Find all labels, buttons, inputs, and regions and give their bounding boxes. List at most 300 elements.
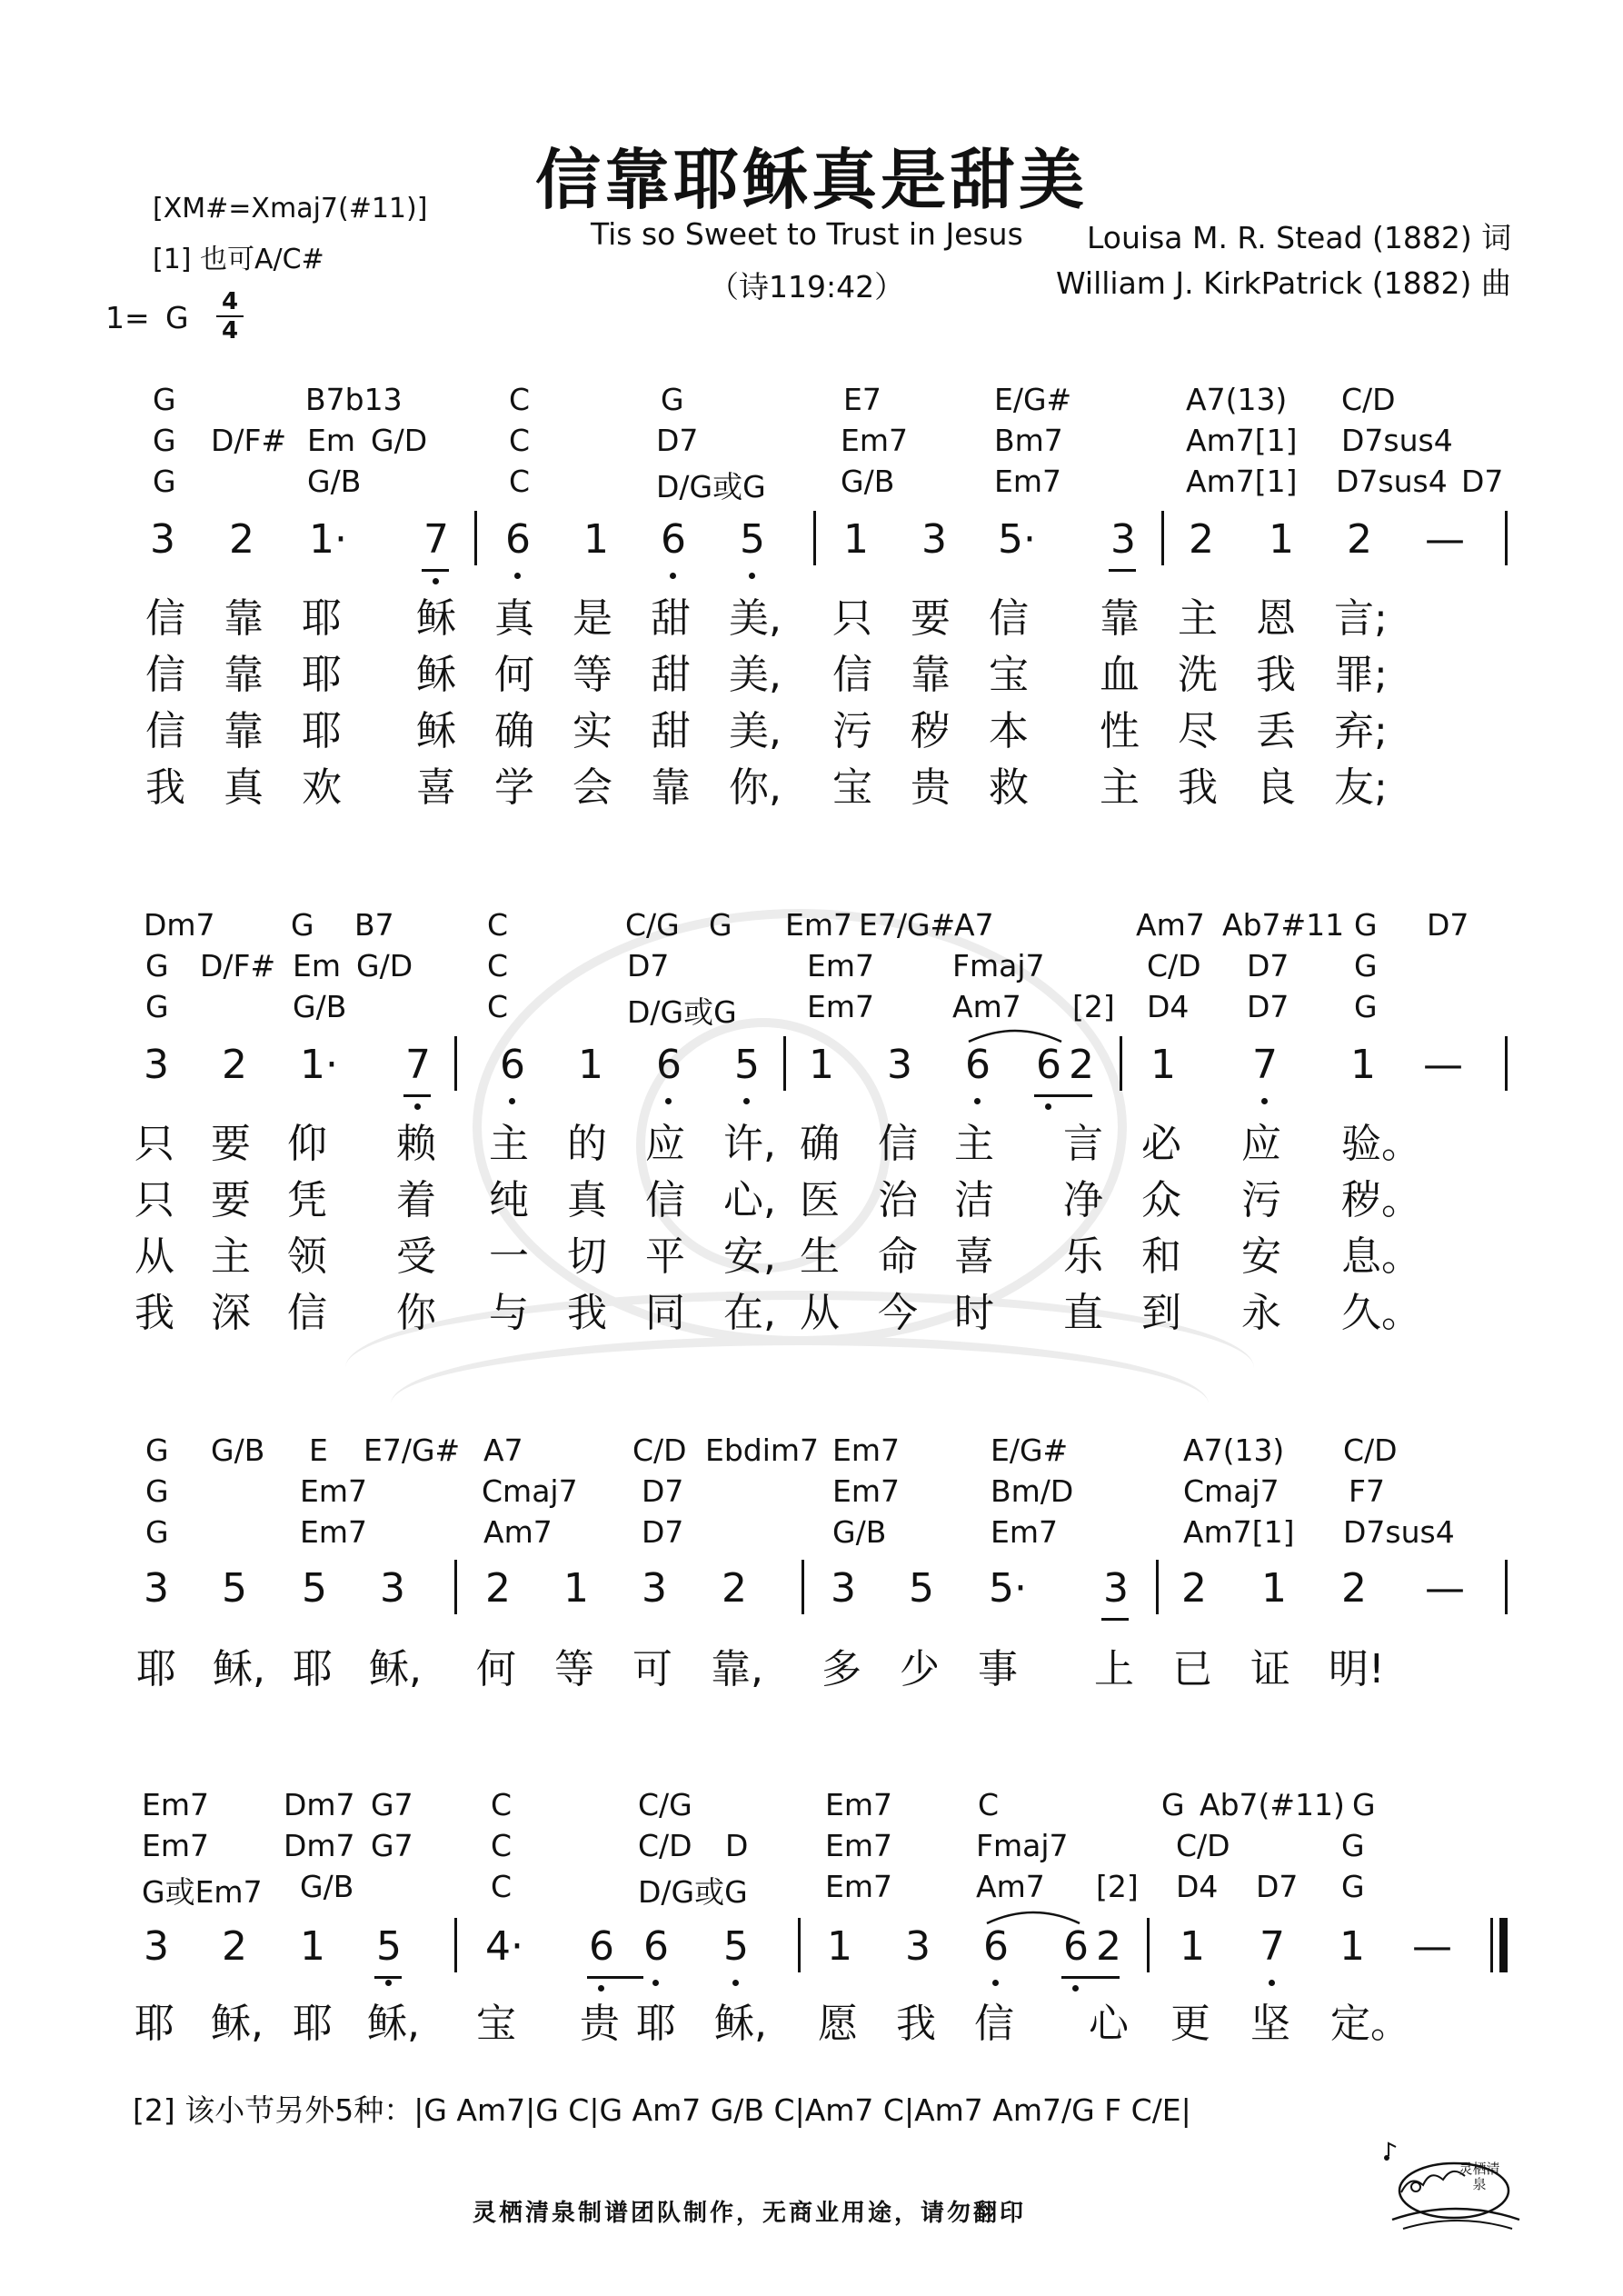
chord-symbol: Am7	[1136, 907, 1205, 943]
lyric-char: 耶	[293, 2001, 333, 2047]
key-prefix: 1=	[105, 300, 150, 335]
chord-symbol: Em7	[825, 1869, 892, 1904]
note: 1	[563, 1565, 589, 1612]
lyric-char: 污	[832, 708, 872, 754]
chord-symbol: F7	[1349, 1473, 1385, 1509]
lyric-char: 要	[911, 595, 951, 642]
lyric-char: 更	[1170, 2001, 1210, 2047]
english-title: Tis so Sweet to Trust in Jesus	[591, 216, 1023, 252]
lyric-char: 净	[1063, 1177, 1103, 1223]
chord-symbol: Em7	[832, 1473, 900, 1509]
lyric-char: 污	[1241, 1177, 1281, 1223]
lyric-char: 的	[567, 1121, 607, 1167]
lyric-char: 稣,	[369, 1646, 422, 1692]
note: 1	[843, 516, 869, 563]
lyric-char: 要	[211, 1121, 251, 1167]
lyric-char: 信	[287, 1290, 327, 1336]
lyric-char: 真	[494, 595, 534, 642]
chord-symbol: C/D	[1343, 1433, 1398, 1468]
lyric-char: 靠,	[711, 1646, 763, 1692]
chord-symbol: Dm7	[144, 907, 215, 943]
chord-symbol: Em7	[807, 948, 874, 983]
chord-symbol: E	[309, 1433, 328, 1468]
note: 3	[921, 516, 947, 563]
lyric-char: 在,	[723, 1290, 776, 1336]
chord-symbol: G/D	[356, 948, 413, 983]
chord-symbol: D/F#	[211, 423, 287, 458]
chord-symbol: G	[1354, 948, 1378, 983]
lyric-char: 安	[1241, 1233, 1281, 1280]
lyric-char: 学	[494, 764, 534, 811]
note: 1	[1150, 1042, 1176, 1088]
lyric-char: 秽	[911, 708, 951, 754]
chord-symbol: Bm7	[994, 423, 1063, 458]
lyric-char: 洁	[954, 1177, 994, 1223]
lyric-char: 你	[396, 1290, 436, 1336]
logo-text: 灵栖清泉	[1459, 2161, 1500, 2192]
lyric-char: 友;	[1334, 764, 1388, 811]
lyric-char: 本	[989, 708, 1029, 754]
chord-symbol: G或Em7	[142, 1874, 263, 1910]
note: 7	[405, 1042, 431, 1088]
lyric-char: 等	[573, 652, 612, 698]
chord-symbol: Em7	[300, 1473, 367, 1509]
lyric-char: 稣,	[714, 2001, 767, 2047]
chord-symbol: C	[509, 423, 531, 458]
chord-symbol: D7	[1247, 989, 1289, 1024]
tie-arc	[965, 1023, 1065, 1045]
chord-symbol: E/G#	[991, 1433, 1069, 1468]
note: 5	[909, 1565, 934, 1612]
lyric-char: 仰	[287, 1121, 327, 1167]
lyric-char: 耶	[302, 652, 342, 698]
chord-symbol: C	[509, 382, 531, 417]
note: 2	[485, 1565, 511, 1612]
lyric-char: 真	[224, 764, 264, 811]
lyric-char: 时	[954, 1290, 994, 1336]
chord-symbol: D4	[1147, 989, 1190, 1024]
lyric-char: 信	[645, 1177, 685, 1223]
lyric-char: 洗	[1178, 652, 1218, 698]
chord-symbol: Fmaj7	[952, 948, 1045, 983]
chord-symbol: Ebdim7	[705, 1433, 820, 1468]
lyric-char: 耶	[636, 2001, 676, 2047]
lyric-char: 耶	[293, 1646, 333, 1692]
lyric-char: 多	[821, 1646, 861, 1692]
lyric-char: 坚	[1250, 2001, 1290, 2047]
lyric-char: 赖	[396, 1121, 436, 1167]
chord-symbol: Em7	[841, 423, 908, 458]
note: 6	[656, 1042, 682, 1088]
chord-symbol: C	[487, 989, 509, 1024]
lyric-char: 我	[145, 764, 185, 811]
lyric-char: 靠	[1100, 595, 1140, 642]
chord-symbol: B7b13	[305, 382, 403, 417]
lyric-char: 平	[645, 1233, 685, 1280]
note: 1	[578, 1042, 603, 1088]
lyric-char: 领	[287, 1233, 327, 1280]
chord-symbol: G	[153, 382, 176, 417]
note: 3	[905, 1923, 931, 1970]
lyric-char: 久。	[1341, 1290, 1421, 1336]
chord-symbol: C/D	[638, 1828, 692, 1863]
chord-symbol: G	[145, 1473, 169, 1509]
chord-symbol: D7	[1256, 1869, 1299, 1904]
note: —	[1425, 516, 1465, 563]
chord-symbol: Cmaj7	[482, 1473, 578, 1509]
note: 5	[734, 1042, 760, 1088]
lyric-char: 丢	[1256, 708, 1296, 754]
note: 7	[1252, 1042, 1278, 1088]
chord-symbol: G/B	[293, 989, 347, 1024]
lyric-char: 上	[1094, 1646, 1134, 1692]
tie-arc	[983, 1905, 1083, 1927]
chord-symbol: C	[978, 1787, 1000, 1822]
chord-symbol: Em7	[825, 1828, 892, 1863]
lyric-char: 宝	[832, 764, 872, 811]
chord-symbol: G	[1352, 1787, 1376, 1822]
chord-symbol: G	[1161, 1787, 1185, 1822]
lyricist: Louisa M. R. Stead (1882) 词	[1087, 220, 1512, 255]
lyric-char: 耶	[302, 595, 342, 642]
note: 2	[1181, 1565, 1207, 1612]
lyric-char: 我	[567, 1290, 607, 1336]
lyric-char: 美,	[729, 652, 782, 698]
note: 5·	[998, 516, 1036, 563]
note: 5	[302, 1565, 327, 1612]
note: 3	[144, 1923, 169, 1970]
chord-symbol: [2]	[1096, 1869, 1139, 1904]
lyric-char: 我	[896, 2001, 936, 2047]
lyric-char: 真	[567, 1177, 607, 1223]
lyric-char: 直	[1063, 1290, 1103, 1336]
lyric-char: 应	[645, 1121, 685, 1167]
lyric-char: 只	[832, 595, 872, 642]
lyric-char: 甜	[651, 595, 691, 642]
lyric-char: 纯	[489, 1177, 529, 1223]
chord-symbol: Em7	[300, 1514, 367, 1550]
chord-symbol: C	[487, 948, 509, 983]
lyric-char: 息。	[1341, 1233, 1421, 1280]
lyric-char: 实	[573, 708, 612, 754]
chord-symbol: A7(13)	[1183, 1433, 1285, 1468]
lyric-char: 乐	[1063, 1233, 1103, 1280]
chord-notation-note: [XM#=Xmaj7(#11)]	[153, 193, 428, 225]
chord-symbol: Am7[1]	[1186, 423, 1298, 458]
alt-chord-note: [1] 也可A/C#	[153, 244, 324, 275]
note: 3	[144, 1565, 169, 1612]
note: 6	[643, 1923, 669, 1970]
lyric-char: 喜	[416, 764, 456, 811]
chord-symbol: G/B	[841, 464, 895, 499]
chord-symbol: G	[1341, 1828, 1365, 1863]
chord-symbol: C/G	[625, 907, 680, 943]
lyric-char: 信	[145, 652, 185, 698]
note: 1	[583, 516, 609, 563]
lyric-char: 尽	[1178, 708, 1218, 754]
lyric-char: 验。	[1341, 1121, 1421, 1167]
scripture-reference: （诗119:42）	[709, 269, 905, 304]
lyric-char: 救	[989, 764, 1029, 811]
chord-symbol: B7	[354, 907, 394, 943]
lyric-char: 甜	[651, 708, 691, 754]
chord-symbol: D/G或G	[638, 1874, 748, 1910]
lyric-char: 必	[1141, 1121, 1181, 1167]
chord-symbol: Am7[1]	[1183, 1514, 1295, 1550]
lyric-char: 稣,	[213, 1646, 265, 1692]
chord-symbol: G	[661, 382, 684, 417]
chord-symbol: G	[145, 948, 169, 983]
note: 1	[1180, 1923, 1205, 1970]
lyric-char: 靠	[224, 652, 264, 698]
lyric-char: 许,	[723, 1121, 776, 1167]
lyric-char: 你,	[729, 764, 782, 811]
lyric-char: 美,	[729, 595, 782, 642]
chord-symbol: Fmaj7	[976, 1828, 1069, 1863]
lyric-char: 与	[489, 1290, 529, 1336]
chord-symbol: C	[491, 1828, 513, 1863]
note: 1	[1261, 1565, 1287, 1612]
note: 2	[222, 1923, 247, 1970]
chord-symbol: D7sus4	[1336, 464, 1448, 499]
song-title: 信靠耶稣真是甜美	[534, 142, 1088, 218]
lyric-char: 何	[494, 652, 534, 698]
note: 5	[723, 1923, 749, 1970]
note: 4·	[485, 1923, 523, 1970]
chord-symbol: G7	[371, 1828, 413, 1863]
lyric-char: 性	[1100, 708, 1140, 754]
chord-symbol: E7/G#	[363, 1433, 461, 1468]
note: 3	[144, 1042, 169, 1088]
lyric-char: 靠	[651, 764, 691, 811]
lyric-char: 愿	[818, 2001, 858, 2047]
note: —	[1412, 1923, 1452, 1970]
chord-symbol: Em	[307, 423, 355, 458]
lyric-char: 靠	[224, 708, 264, 754]
note: 1	[827, 1923, 852, 1970]
note: 3	[150, 516, 175, 563]
chord-symbol: D/G或G	[627, 994, 737, 1030]
note: 2	[722, 1565, 747, 1612]
lyric-char: 确	[800, 1121, 840, 1167]
note: 2	[1347, 516, 1372, 563]
lyric-char: 今	[878, 1290, 918, 1336]
chord-symbol: D	[725, 1828, 749, 1863]
note: 1·	[309, 516, 347, 563]
note: 1	[1339, 1923, 1365, 1970]
key-name: G	[165, 300, 189, 335]
chord-symbol: C	[491, 1869, 513, 1904]
chord-symbol: G/B	[832, 1514, 887, 1550]
chord-symbol: D7	[1247, 948, 1289, 983]
chord-symbol: C	[487, 907, 509, 943]
chord-symbol: Am7	[483, 1514, 553, 1550]
note: 1	[1269, 516, 1294, 563]
note: 5	[740, 516, 765, 563]
chord-symbol: [2]	[1072, 989, 1115, 1024]
lyric-char: 喜	[954, 1233, 994, 1280]
footer-credit: 灵栖清泉制谱团队制作，无商业用途，请勿翻印	[473, 2200, 1027, 2227]
lyric-char: 贵	[911, 764, 951, 811]
lyric-char: 主	[1100, 764, 1140, 811]
lyric-char: 信	[145, 708, 185, 754]
chord-symbol: D7	[656, 423, 699, 458]
note: 2	[1341, 1565, 1367, 1612]
chord-symbol: G	[153, 464, 176, 499]
chord-symbol: Bm/D	[991, 1473, 1074, 1509]
lyric-char: 深	[211, 1290, 251, 1336]
lyric-char: 何	[476, 1646, 516, 1692]
note: 6	[589, 1923, 614, 1970]
note: 3	[1110, 516, 1136, 563]
lyric-char: 明!	[1329, 1646, 1385, 1692]
chord-symbol: D/G或G	[656, 469, 766, 504]
lyric-char: 和	[1141, 1233, 1181, 1280]
chord-symbol: G	[145, 1514, 169, 1550]
lyric-char: 应	[1241, 1121, 1281, 1167]
chord-symbol: A7	[954, 907, 994, 943]
note: 5·	[989, 1565, 1027, 1612]
lyric-char: 确	[494, 708, 534, 754]
lyric-char: 稣,	[367, 2001, 420, 2047]
chord-symbol: Dm7	[284, 1828, 355, 1863]
lyric-char: 主	[954, 1121, 994, 1167]
chord-symbol: Em7	[991, 1514, 1058, 1550]
lyric-char: 甜	[651, 652, 691, 698]
chord-symbol: D7	[642, 1473, 684, 1509]
chord-symbol: D7	[642, 1514, 684, 1550]
chord-symbol: Am7	[976, 1869, 1045, 1904]
note: —	[1425, 1565, 1465, 1612]
lyric-char: 治	[878, 1177, 918, 1223]
lyric-char: 要	[211, 1177, 251, 1223]
lyric-char: 证	[1250, 1646, 1290, 1692]
lyric-char: 从	[134, 1233, 174, 1280]
chord-symbol: Ab7#11	[1222, 907, 1345, 943]
note: 7	[1260, 1923, 1285, 1970]
chord-symbol: D7sus4	[1341, 423, 1453, 458]
lyric-char: 罪;	[1334, 652, 1388, 698]
lyric-char: 着	[396, 1177, 436, 1223]
lyric-char: 切	[567, 1233, 607, 1280]
note: 6	[1036, 1042, 1061, 1088]
chord-symbol: E7	[843, 382, 881, 417]
chord-symbol: G/B	[300, 1869, 354, 1904]
lyric-char: 血	[1100, 652, 1140, 698]
lyric-char: 信	[974, 2001, 1014, 2047]
note: —	[1423, 1042, 1463, 1088]
lyric-char: 稣,	[211, 2001, 264, 2047]
lyric-char: 耶	[302, 708, 342, 754]
lyric-char: 良	[1256, 764, 1296, 811]
note: 2	[222, 1042, 247, 1088]
lyric-char: 到	[1141, 1290, 1181, 1336]
chord-symbol: C	[509, 464, 531, 499]
lyric-char: 信	[145, 595, 185, 642]
lyric-char: 已	[1172, 1646, 1212, 1692]
note: 1	[300, 1923, 325, 1970]
lyric-char: 命	[878, 1233, 918, 1280]
note: 1	[1350, 1042, 1376, 1088]
note: 3	[831, 1565, 856, 1612]
lyric-char: 宝	[989, 652, 1029, 698]
lyric-char: 弃;	[1334, 708, 1388, 754]
chord-symbol: C/D	[1176, 1828, 1230, 1863]
note: 2	[1189, 516, 1214, 563]
chord-symbol: Em7	[832, 1433, 900, 1468]
lyric-char: 我	[1256, 652, 1296, 698]
footnote: [2] 该小节另外5种：|G Am7|G C|G Am7 G/B C|Am7 C|Am7 Am7/G F C/E|	[133, 2092, 1191, 2128]
chord-symbol: A7(13)	[1186, 382, 1288, 417]
note: 6	[500, 1042, 525, 1088]
chord-symbol: D7	[1427, 907, 1469, 943]
lyric-char: 美,	[729, 708, 782, 754]
lyric-char: 受	[396, 1233, 436, 1280]
note: 3	[1103, 1565, 1129, 1612]
chord-symbol: D7	[627, 948, 670, 983]
chord-symbol: Am7[1]	[1186, 464, 1298, 499]
lyric-char: 众	[1141, 1177, 1181, 1223]
lyric-char: 主	[489, 1121, 529, 1167]
lyric-char: 可	[632, 1646, 672, 1692]
chord-symbol: Em7	[825, 1787, 892, 1822]
lyric-char: 一	[489, 1233, 529, 1280]
note: 1	[809, 1042, 834, 1088]
chord-symbol: G	[1341, 1869, 1365, 1904]
note: 5	[376, 1923, 402, 1970]
note: 5	[222, 1565, 247, 1612]
chord-symbol: G	[291, 907, 314, 943]
chord-symbol: D4	[1176, 1869, 1219, 1904]
lyric-char: 秽。	[1341, 1177, 1421, 1223]
chord-symbol: D7sus4	[1343, 1514, 1455, 1550]
note: 6	[965, 1042, 991, 1088]
chord-symbol: C	[491, 1787, 513, 1822]
chord-symbol: G7	[371, 1787, 413, 1822]
lyric-char: 稣	[416, 652, 456, 698]
time-signature-bottom: 4	[221, 317, 239, 344]
lyric-char: 心	[1089, 2001, 1129, 2047]
lyric-char: 信	[832, 652, 872, 698]
note: 2	[1096, 1923, 1121, 1970]
lyric-char: 主	[1178, 595, 1218, 642]
chord-symbol: G	[145, 989, 169, 1024]
lyric-char: 心,	[723, 1177, 776, 1223]
lyric-char: 稣	[416, 595, 456, 642]
chord-symbol: Cmaj7	[1183, 1473, 1279, 1509]
logo	[1381, 2136, 1527, 2236]
chord-symbol: G	[153, 423, 176, 458]
chord-symbol: C/G	[638, 1787, 692, 1822]
chord-symbol: Am7	[952, 989, 1021, 1024]
chord-symbol: G	[1354, 989, 1378, 1024]
note: 6	[661, 516, 686, 563]
lyric-char: 欢	[302, 764, 342, 811]
sheep-logo-icon	[1381, 2136, 1527, 2236]
chord-symbol: D7	[1461, 464, 1504, 499]
lyric-char: 只	[134, 1121, 174, 1167]
note: 6	[505, 516, 531, 563]
time-signature	[216, 289, 244, 344]
time-signature-top: 4	[221, 288, 239, 315]
chord-symbol: Em	[293, 948, 341, 983]
lyric-char: 永	[1241, 1290, 1281, 1336]
lyric-char: 宝	[476, 2001, 516, 2047]
lyric-char: 言;	[1334, 595, 1388, 642]
note: 6	[983, 1923, 1009, 1970]
note: 3	[380, 1565, 405, 1612]
lyric-char: 靠	[911, 652, 951, 698]
